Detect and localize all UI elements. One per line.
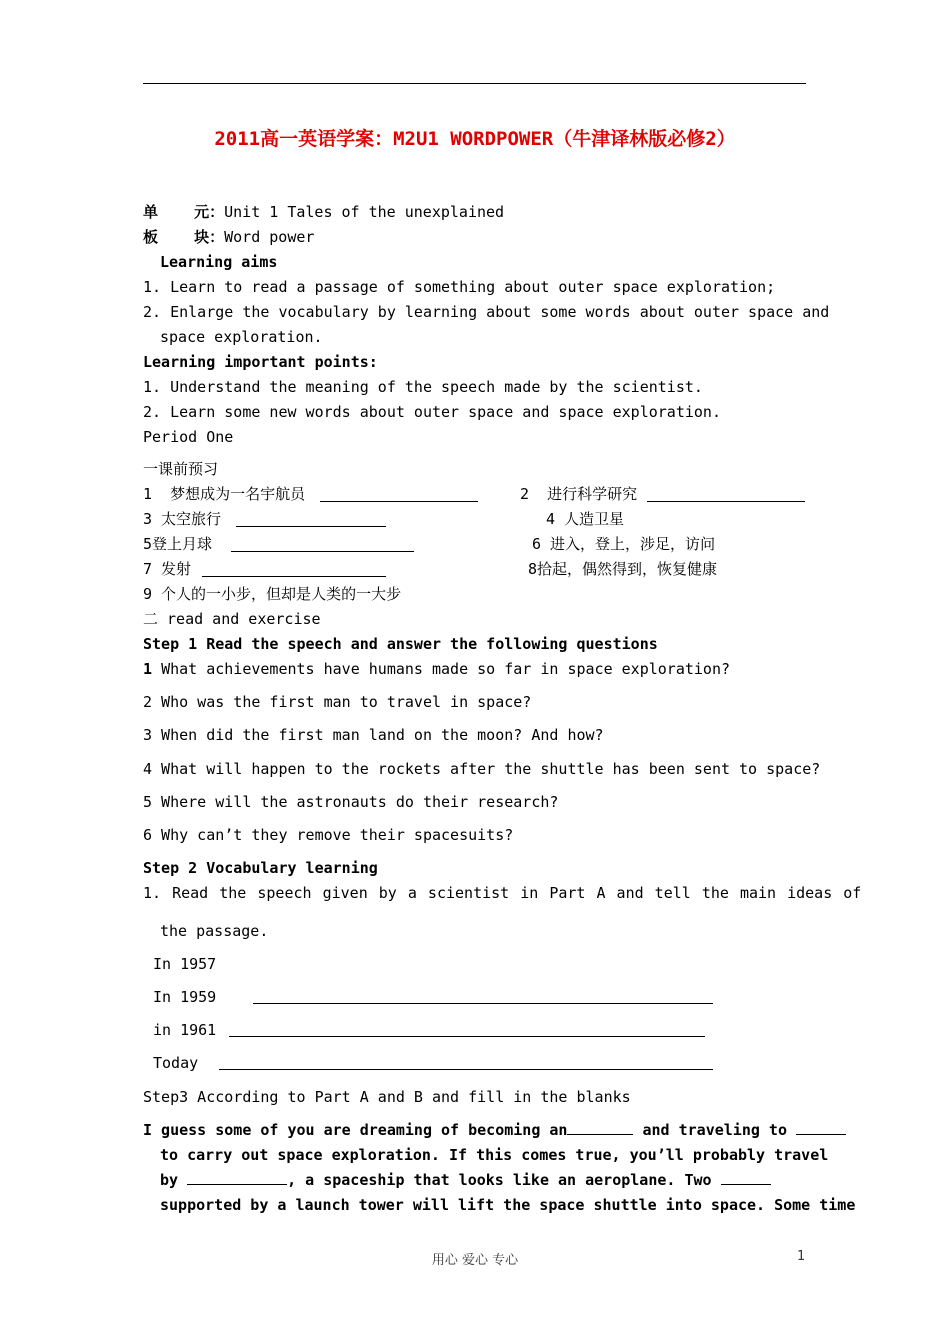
fill-line-1-text-b: and traveling to [633, 1121, 797, 1139]
fill-blank[interactable] [796, 1120, 846, 1135]
step1-heading: Step 1 Read the speech and answer the following questions [143, 635, 658, 653]
step3-heading: Step3 According to Part A and B and fill in the blanks [143, 1088, 631, 1106]
preview-item-8: 8拾起，偶然得到，恢复健康 [528, 560, 718, 578]
question-4: 4 What will happen to the rockets after the shuttle has been sent to space? [143, 760, 821, 778]
fill-line-3-text-a: by [160, 1171, 188, 1189]
question-6: 6 Why can’t they remove their spacesuits? [143, 826, 514, 844]
aim-item-2: 2. Enlarge the vocabulary by learning about some words about outer space and [143, 303, 830, 321]
year-1959-label: In 1959 [153, 988, 217, 1006]
fill-blank[interactable] [721, 1170, 771, 1185]
answer-line-1959[interactable] [253, 1003, 713, 1004]
answer-line-1961[interactable] [229, 1036, 705, 1037]
answer-blank[interactable] [647, 501, 805, 502]
fill-blank[interactable] [567, 1120, 633, 1135]
answer-blank[interactable] [231, 551, 414, 552]
preview-item-2: 2 进行科学研究 [520, 485, 638, 503]
question-3: 3 When did the first man land on the moon? And how? [143, 726, 604, 744]
question-2: 2 Who was the first man to travel in space? [143, 693, 532, 711]
step2-instruction: 1. Read the speech given by a scientist in Part A and tell the main ideas of [143, 884, 862, 902]
preview-item-3: 3 太空旅行 [143, 510, 222, 528]
block-row [143, 227, 314, 247]
page-number: 1 [797, 1249, 806, 1264]
learning-aims-heading: Learning aims [160, 253, 278, 271]
aim-item-1: 1. Learn to read a passage of something about outer space exploration; [143, 278, 776, 296]
answer-blank[interactable] [236, 526, 386, 527]
unit-label: 单 元： [143, 203, 225, 221]
answer-line-today[interactable] [219, 1069, 713, 1070]
unit-value: Unit 1 Tales of the unexplained [224, 203, 505, 221]
block-value: Word power [224, 228, 315, 246]
preview-heading: 一课前预习 [143, 460, 219, 478]
fill-line-1 [143, 1120, 846, 1140]
question-1 [143, 659, 730, 679]
preview-item-6: 6 进入，登上，涉足，访问 [532, 535, 716, 553]
question-5: 5 Where will the astronauts do their research? [143, 793, 559, 811]
exercise-heading: 二 read and exercise [143, 610, 321, 628]
question-1-number: 1 [143, 660, 153, 678]
aim-item-2-cont: space exploration. [160, 328, 323, 346]
today-label: Today [153, 1054, 199, 1072]
question-1-text: What achievements have humans made so far in space exploration? [161, 660, 731, 678]
preview-item-7: 7 发射 [143, 560, 192, 578]
fill-blank[interactable] [187, 1170, 287, 1185]
preview-item-5: 5登上月球 [143, 535, 213, 553]
answer-blank[interactable] [202, 576, 386, 577]
block-label: 板 块： [143, 228, 225, 246]
preview-item-9: 9 个人的一小步，但却是人类的一大步 [143, 585, 402, 603]
period-heading: Period One [143, 428, 234, 446]
year-1957-label: In 1957 [153, 955, 217, 973]
header-rule [143, 83, 806, 84]
year-1961-label: in 1961 [153, 1021, 217, 1039]
point-item-2: 2. Learn some new words about outer space and space exploration. [143, 403, 721, 421]
preview-item-1: 1 梦想成为一名宇航员 [143, 485, 306, 503]
fill-line-3 [160, 1170, 771, 1190]
preview-item-4: 4 人造卫星 [546, 510, 625, 528]
fill-line-1-text-a: I guess some of you are dreaming of becoming an [143, 1121, 568, 1139]
fill-line-4: supported by a launch tower will lift the space shuttle into space. Some time [160, 1196, 856, 1214]
document-title: 2011高一英语学案：M2U1 WORDPOWER（牛津译林版必修2） [214, 128, 736, 150]
unit-row [143, 202, 504, 222]
point-item-1: 1. Understand the meaning of the speech made by the scientist. [143, 378, 703, 396]
step2-instruction-cont: the passage. [160, 922, 269, 940]
important-points-heading: Learning important points: [143, 353, 378, 371]
footer-motto: 用心 爱心 专心 [431, 1253, 519, 1268]
answer-blank[interactable] [320, 501, 478, 502]
fill-line-2: to carry out space exploration. If this comes true, you’ll probably travel [160, 1146, 829, 1164]
step2-heading: Step 2 Vocabulary learning [143, 859, 378, 877]
fill-line-3-text-b: , a spaceship that looks like an aeroplane. Two [287, 1171, 721, 1189]
